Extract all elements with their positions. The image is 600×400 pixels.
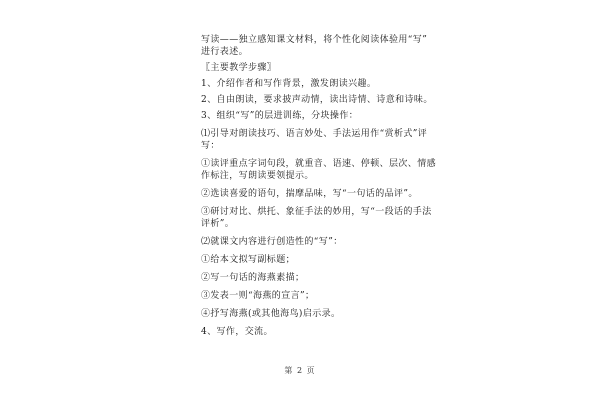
step-item: 2、自由朗读，要求披声动情，读出诗情、诗意和诗味。 — [201, 95, 433, 105]
text-line: 作标注，写朗读要领提示。 — [201, 171, 314, 181]
page-number: 第 2 页 — [284, 366, 316, 375]
sub-step-item: ④抒写海燕(或其他海鸟)启示录。 — [201, 309, 341, 319]
sub-step-item: ①给本文拟写副标题； — [201, 255, 296, 265]
text-line: 写： — [201, 141, 220, 151]
document-body — [201, 34, 437, 338]
sub-step-item: ②选读喜爱的语句，揣摩品味，写“一句话的品评”。 — [201, 189, 418, 199]
text-line: 评析”。 — [201, 219, 235, 229]
sub-step-item: ③研讨对比、烘托、象征手法的妙用，写“一段话的手法 — [201, 207, 432, 217]
sub-step-item: ⑴引导对朗读技巧、语言妙处、手法运用作“赏析式”评 — [201, 129, 428, 139]
step-item: 1、介绍作者和写作背景，激发朗读兴趣。 — [201, 79, 377, 89]
text-line: 写读——独立感知课文材料，将个性化阅读体验用“写” — [201, 35, 428, 45]
step-item: 4、写作，交流。 — [201, 327, 273, 337]
sub-step-item: ②写一句话的海燕素描； — [201, 273, 305, 283]
step-item: 3、组织“写”的层进训练，分块操作： — [201, 111, 359, 121]
sub-step-item: ③发表一则“海燕的宣言”； — [201, 291, 315, 301]
section-heading: 〖主要教学步骤〗 — [201, 63, 277, 73]
sub-step-item: ⑵就课文内容进行创造性的“写”： — [201, 237, 343, 247]
sub-step-item: ①读评重点字词句段，就重音、语速、停顿、层次、情感 — [201, 159, 437, 169]
text-line: 进行表述。 — [201, 47, 249, 57]
